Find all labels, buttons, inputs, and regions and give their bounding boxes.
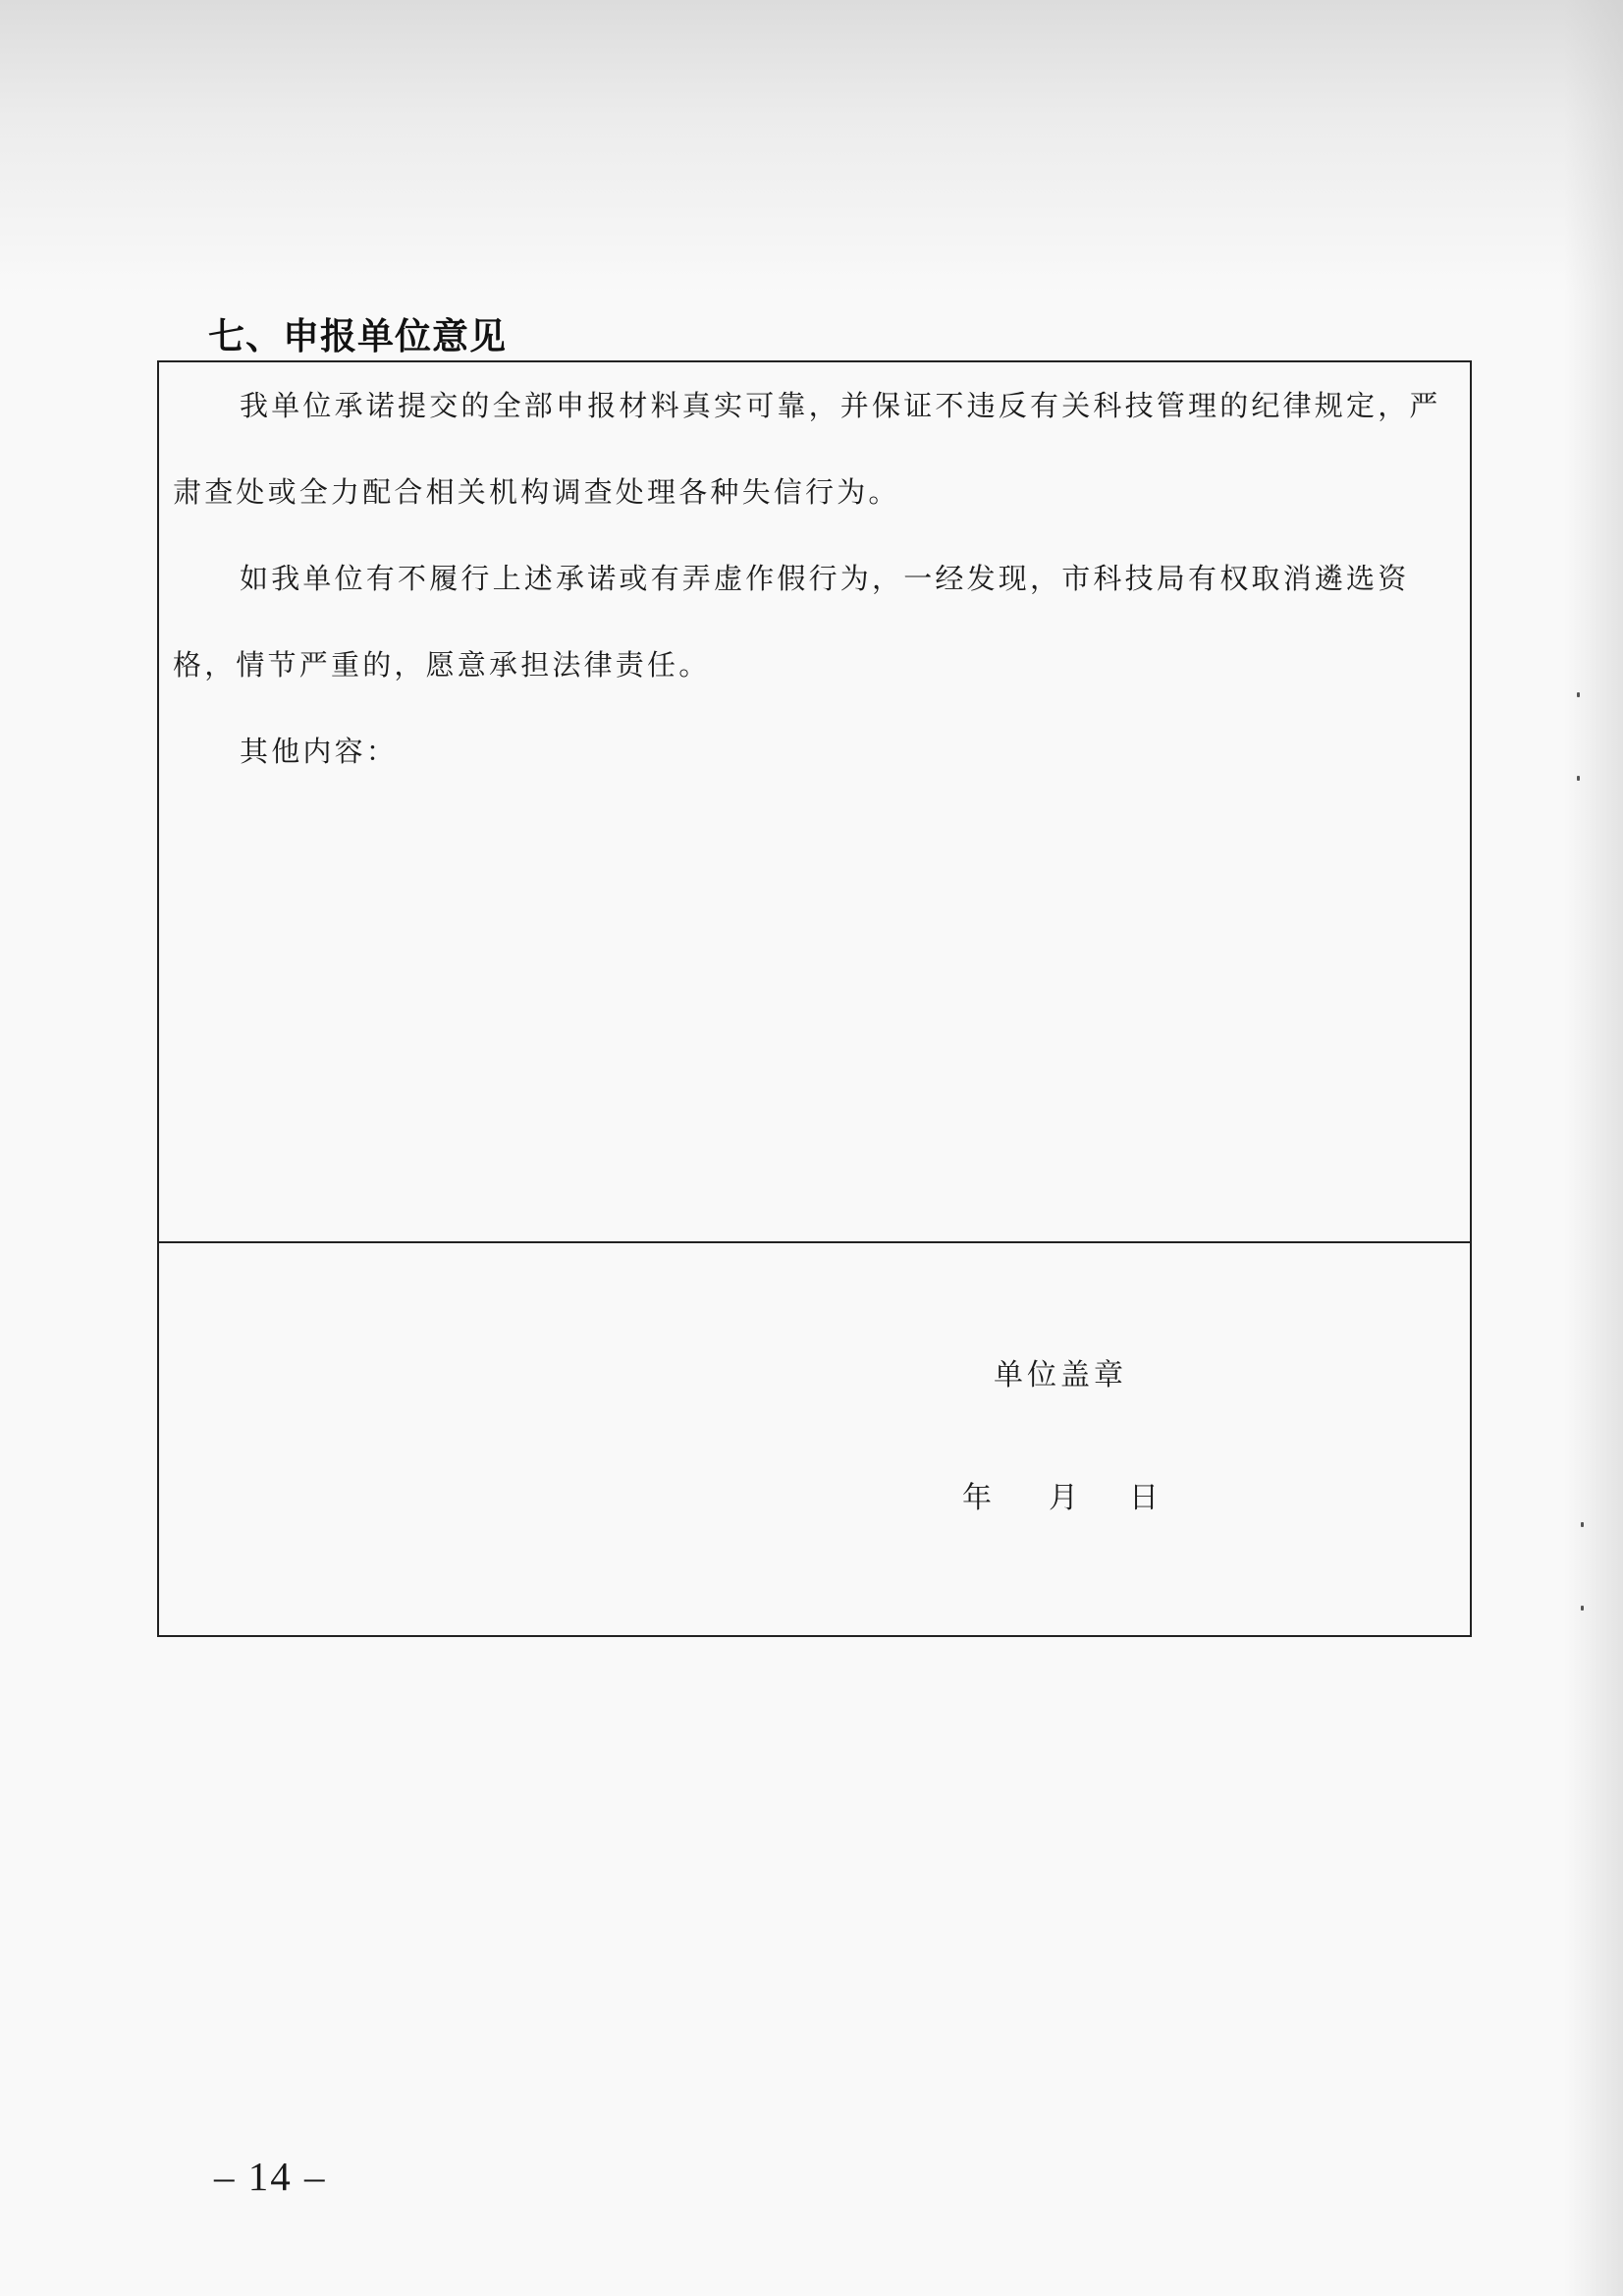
scan-speck	[1581, 1606, 1584, 1611]
commitment-cell	[159, 362, 1470, 1243]
commitment-paragraph-1: 我单位承诺提交的全部申报材料真实可靠，并保证不违反有关科技管理的纪律规定，严肃查处或全力配合相关机构调查处理各种失信行为。	[173, 389, 1441, 509]
scan-shadow-top	[0, 0, 1623, 295]
scan-speck	[1577, 692, 1580, 697]
commitment-paragraph-2: 如我单位有不履行上述承诺或有弄虚作假行为，一经发现，市科技局有权取消遴选资格，情节严重的，愿意承担法律责任。	[173, 562, 1410, 682]
other-content-label: 其他内容：	[240, 735, 399, 768]
scan-speck	[1577, 776, 1580, 781]
date-day-label: 日	[1129, 1481, 1159, 1515]
scan-speck	[1581, 1522, 1584, 1527]
unit-seal-label: 单位盖章	[994, 1358, 1127, 1393]
date-year-label: 年	[962, 1481, 992, 1515]
date-month-label: 月	[1049, 1481, 1078, 1515]
seal-cell	[159, 1243, 1470, 1635]
page-number: – 14 –	[214, 2154, 327, 2199]
section-heading: 七、申报单位意见	[208, 315, 507, 357]
opinion-form-table	[157, 360, 1472, 1637]
scan-shadow-right	[1564, 0, 1623, 2296]
